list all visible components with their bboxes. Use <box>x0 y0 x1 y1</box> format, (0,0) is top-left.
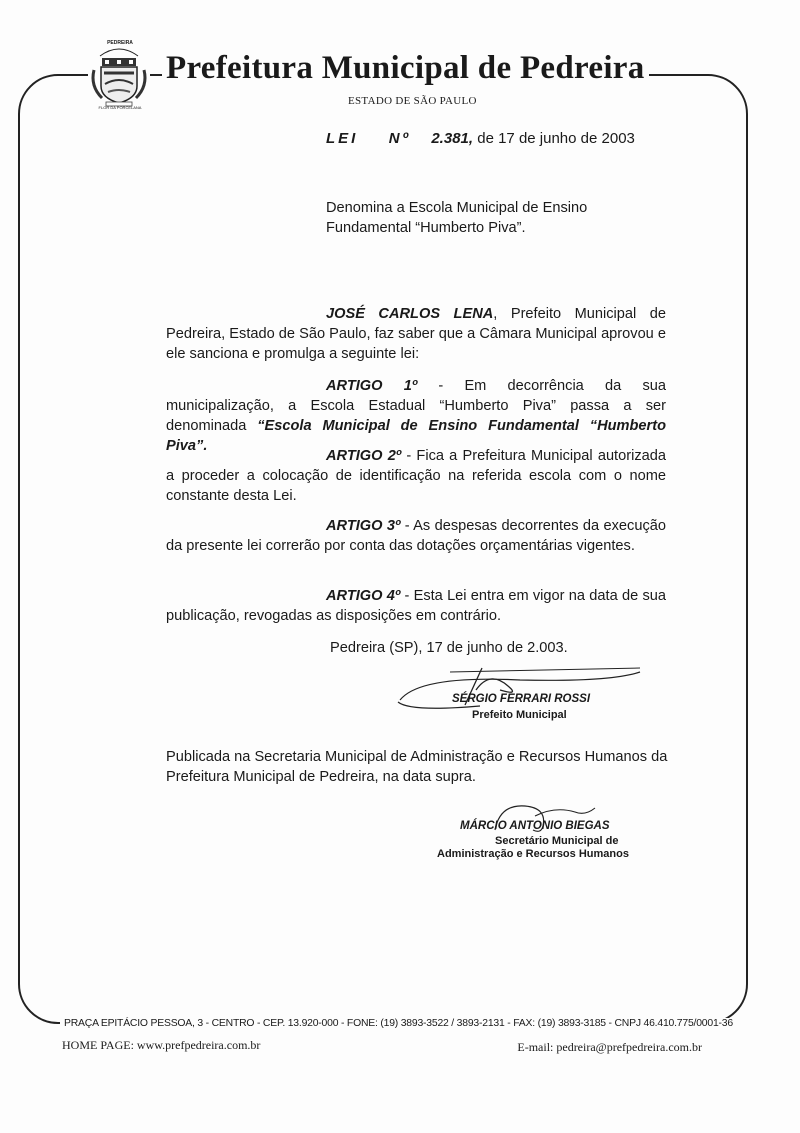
law-date: de 17 de junho de 2003 <box>477 130 635 147</box>
secretary-name: MÁRCIO ANTONIO BIEGAS <box>460 820 610 832</box>
crest-motto: FLOR DA PORCELANA <box>98 105 142 110</box>
article-1-emphasis: “Escola Municipal de Ensino Fundamental “Humberto Piva”. <box>166 418 666 454</box>
article-4-text: - Esta Lei entra em vigor na data de sua publicação, revogadas as disposições em contrário. <box>166 588 666 624</box>
article-3-label: ARTIGO 3º <box>326 518 401 534</box>
footer-email: E-mail: pedreira@prefpedreira.com.br <box>517 1040 702 1054</box>
state-subtitle: ESTADO DE SÃO PAULO <box>348 95 477 107</box>
mayor-name: SÉRGIO FERRARI ROSSI <box>452 693 591 705</box>
law-number: 2.381, <box>431 130 474 147</box>
secretary-role-line-1: Secretário Municipal de <box>495 835 619 847</box>
article-1-label: ARTIGO 1º <box>326 378 418 394</box>
intro-paragraph <box>166 304 666 364</box>
article-3 <box>166 516 666 556</box>
article-1 <box>166 376 666 456</box>
intro-text: , Prefeito Municipal de Pedreira, Estado de São Paulo, faz saber que a Câmara Municipal aprovou e ele sanciona e promulga a seguinte lei: <box>166 306 666 362</box>
footer-address: PRAÇA EPITÁCIO PESSOA, 3 - CENTRO - CEP. 13.920-000 - FONE: (19) 3893-3522 / 3893-2131 - FAX: (19) 3893-3185 - CNPJ 46.410.775/0001-36 <box>60 1018 737 1029</box>
article-2-label: ARTIGO 2º <box>326 448 402 464</box>
law-number-label: Nº <box>388 130 411 147</box>
municipal-crest <box>88 40 150 116</box>
law-label: LEI <box>326 130 359 147</box>
article-2-text: - Fica a Prefeitura Municipal autorizada a proceder a colocação de identificação na referida escola com o nome constante desta Lei. <box>166 448 666 504</box>
page-title: Prefeitura Municipal de Pedreira <box>162 50 649 87</box>
article-1-text: - Em decorrência da sua municipalização, a Escola Estadual “Humberto Piva” passa a ser denominada <box>166 378 666 434</box>
article-2 <box>166 446 666 506</box>
publication-note: Publicada na Secretaria Municipal de Administração e Recursos Humanos da Prefeitura Municipal de Pedreira, na data supra. <box>166 749 668 785</box>
law-heading <box>326 130 635 147</box>
article-3-text: - As despesas decorrentes da execução da presente lei correrão por conta das dotações orçamentárias vigentes. <box>166 518 666 554</box>
place-date: Pedreira (SP), 17 de junho de 2.003. <box>330 640 568 656</box>
article-4 <box>166 586 666 626</box>
secretary-role-line-2: Administração e Recursos Humanos <box>437 848 629 860</box>
crest-top-text: PEDREIRA <box>107 40 133 46</box>
mayor-issuer-name: JOSÉ CARLOS LENA <box>326 306 494 322</box>
mayor-role: Prefeito Municipal <box>472 709 567 721</box>
law-summary: Denomina a Escola Municipal de Ensino Fundamental “Humberto Piva”. <box>326 200 588 236</box>
article-4-label: ARTIGO 4º <box>326 588 401 604</box>
footer-homepage: HOME PAGE: www.prefpedreira.com.br <box>62 1038 261 1052</box>
